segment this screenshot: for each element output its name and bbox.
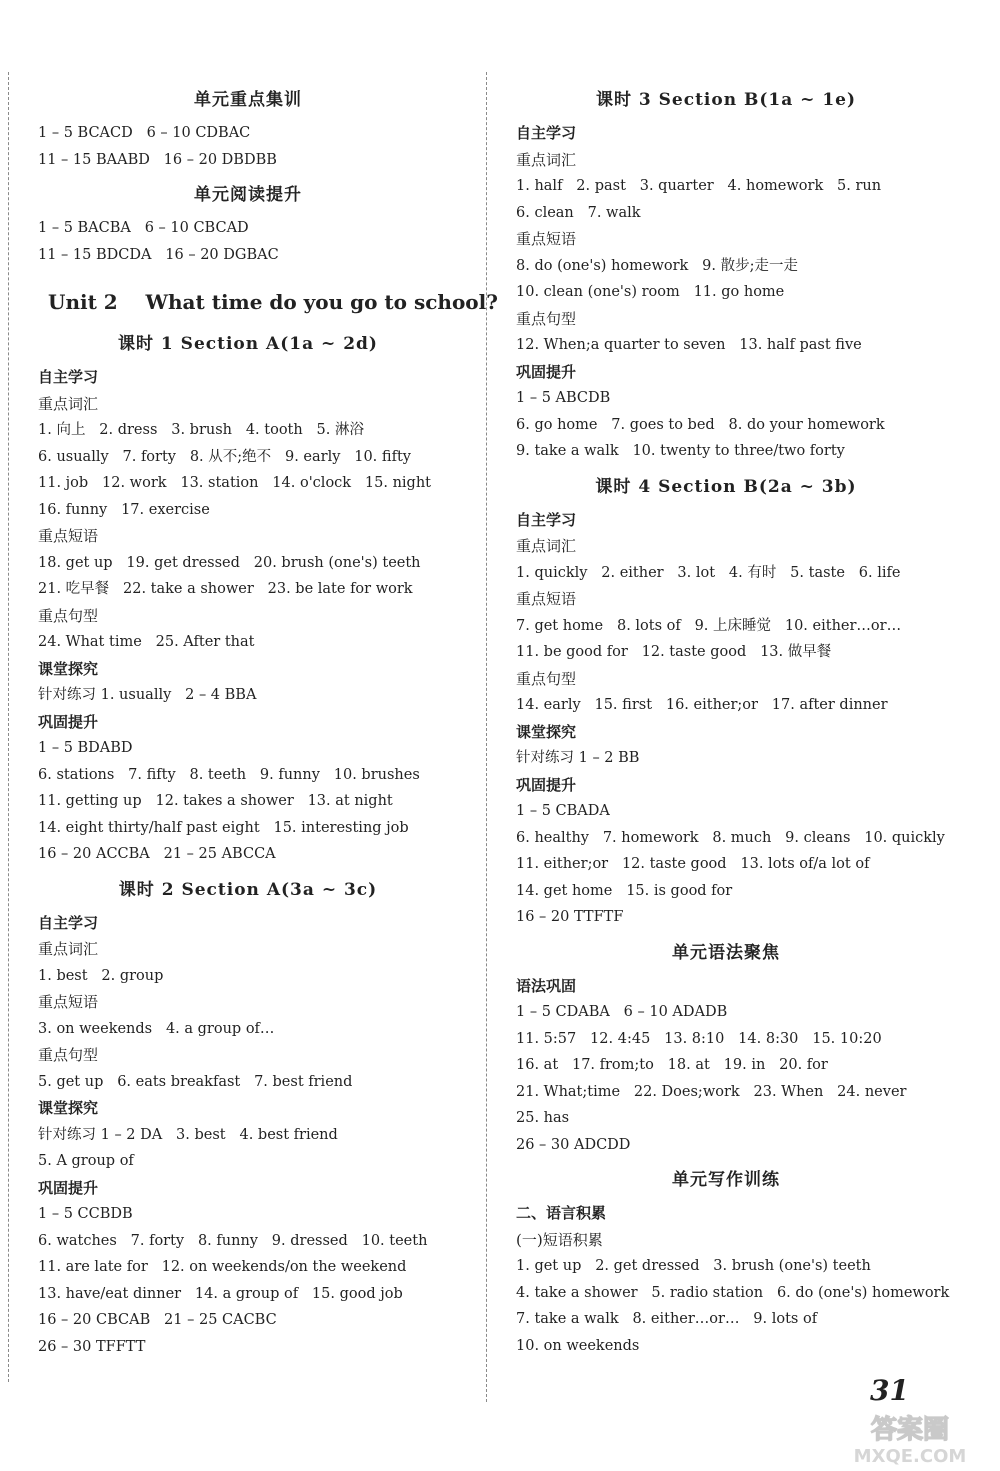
answer-line: 10. clean (one's) room 11. go home <box>516 284 785 300</box>
category-label: 重点词汇 <box>516 150 577 169</box>
subsection-label: 课堂探究 <box>38 659 99 678</box>
category-label: 重点句型 <box>516 669 577 688</box>
category-label: 重点词汇 <box>38 394 99 413</box>
right-column <box>516 78 950 1359</box>
answer-line: 1. get up 2. get dressed 3. brush (one's) teeth <box>516 1258 871 1274</box>
answer-line: 1 – 5 CBADA <box>516 803 610 819</box>
answer-line: 13. have/eat dinner 14. a group of 15. good job <box>38 1285 403 1302</box>
left-column <box>38 78 498 1360</box>
category-label: 重点短语 <box>38 993 99 1011</box>
answer-line: 1. 向上 2. dress 3. brush 4. tooth 5. 淋浴 <box>38 422 364 438</box>
answer-line: 1. best 2. group <box>38 967 164 984</box>
answer-line: 11. 5:57 12. 4:45 13. 8:10 14. 8:30 15. 10:20 <box>516 1030 882 1047</box>
subsection-label: 自主学习 <box>38 913 99 932</box>
subsection-label: 巩固提升 <box>516 362 577 381</box>
answer-line: 1 – 5 BCACD 6 – 10 CDBAC <box>38 125 251 141</box>
answer-line: 5. A group of <box>38 1153 134 1169</box>
answer-line: 1. half 2. past 3. quarter 4. homework 5. run <box>516 178 882 194</box>
subsection-label: 巩固提升 <box>38 712 99 731</box>
subsection-label: 自主学习 <box>38 368 99 386</box>
answer-line: 11 – 15 BDCDA 16 – 20 DGBAC <box>38 246 279 263</box>
answer-line: 7. get home 8. lots of 9. 上床睡觉 10. either…or… <box>516 617 902 634</box>
answer-line: 8. do (one's) homework 9. 散步;走一走 <box>516 257 798 274</box>
subsection-label: 巩固提升 <box>38 1178 99 1197</box>
answer-line: 11. either;or 12. taste good 13. lots of/a lot of <box>516 856 870 872</box>
answer-line: 14. early 15. first 16. either;or 17. after dinner <box>516 697 888 713</box>
section-heading: 单元写作训练 <box>672 1170 780 1190</box>
answer-line: 16. funny 17. exercise <box>38 501 210 518</box>
section-heading: 单元阅读提升 <box>194 185 302 205</box>
answer-line: 11. are late for 12. on weekends/on the weekend <box>38 1259 407 1275</box>
watermark-logo <box>830 1410 990 1466</box>
section-heading: 课时 1 Section A(1a ~ 2d) <box>118 334 378 354</box>
answer-line: 针对练习 1 – 2 BB <box>516 750 640 766</box>
section-heading: 单元重点集训 <box>194 90 302 110</box>
column-divider-dashed-line <box>486 72 487 1402</box>
answer-line: 24. What time 25. After that <box>38 634 255 650</box>
subsection-label: 课堂探究 <box>38 1099 99 1117</box>
answer-line: 21. What;time 22. Does;work 23. When 24. never <box>516 1083 907 1100</box>
answer-line: 16. at 17. from;to 18. at 19. in 20. for <box>516 1057 828 1073</box>
section-heading: 课时 2 Section A(3a ~ 3c) <box>118 879 378 900</box>
answer-line: 21. 吃早餐 22. take a shower 23. be late for work <box>38 581 413 597</box>
answer-line: 1 – 5 CDABA 6 – 10 ADADB <box>516 1004 728 1020</box>
subsection-label: 语法巩固 <box>516 976 577 995</box>
answer-line: 6. watches 7. forty 8. funny 9. dressed 10. teeth <box>38 1232 428 1249</box>
answer-line: 11. getting up 12. takes a shower 13. at night <box>38 793 393 809</box>
answer-line: 26 – 30 TFFTT <box>38 1338 146 1355</box>
answer-line: 16 – 20 CBCAB 21 – 25 CACBC <box>38 1312 277 1328</box>
answer-line: 12. When;a quarter to seven 13. half past five <box>516 337 862 353</box>
answer-line: 1 – 5 ABCDB <box>516 390 611 406</box>
answer-line: 针对练习 1 – 2 DA 3. best 4. best friend <box>38 1126 338 1143</box>
answer-line: 6. stations 7. fifty 8. teeth 9. funny 10. brushes <box>38 766 420 783</box>
answer-line: 1 – 5 CCBDB <box>38 1206 133 1222</box>
category-label: 重点词汇 <box>516 537 577 555</box>
answer-line: 14. get home 15. is good for <box>516 882 733 899</box>
answer-line: 11 – 15 BAABD 16 – 20 DBDBB <box>38 151 277 168</box>
answer-line: 18. get up 19. get dressed 20. brush (one's) teeth <box>38 554 421 571</box>
category-label: 重点短语 <box>516 230 577 248</box>
svg-text:答案圈: 答案圈 <box>870 1415 950 1445</box>
category-label: 重点词汇 <box>38 940 99 958</box>
page-number: 31 <box>870 1374 909 1407</box>
answer-line: 6. usually 7. forty 8. 从不;绝不 9. early 10. fifty <box>38 448 411 465</box>
section-heading: 课时 4 Section B(2a ~ 3b) <box>595 476 857 497</box>
unit-title: Unit 2 What time do you go to school? <box>48 290 498 314</box>
answer-line: 16 – 20 ACCBA 21 – 25 ABCCA <box>38 846 276 862</box>
category-label: 重点句型 <box>38 606 99 625</box>
answer-line: 10. on weekends <box>516 1337 640 1354</box>
category-label: 重点短语 <box>38 527 99 545</box>
subsection-label: 课堂探究 <box>516 722 577 741</box>
answer-line: 针对练习 1. usually 2 – 4 BBA <box>38 687 257 703</box>
answer-line: 9. take a walk 10. twenty to three/two forty <box>516 443 845 459</box>
answer-line: 4. take a shower 5. radio station 6. do (one's) homework <box>516 1284 950 1301</box>
category-label: 重点短语 <box>516 590 577 608</box>
answer-line: 5. get up 6. eats breakfast 7. best friend <box>38 1073 353 1090</box>
answer-line: 6. healthy 7. homework 8. much 9. cleans 10. quickly <box>516 829 945 846</box>
subsection-label: 自主学习 <box>516 510 577 529</box>
subsection-label: 巩固提升 <box>516 775 577 794</box>
left-margin-dashed-line <box>8 72 9 1382</box>
svg-text:MXQE.COM: MXQE.COM <box>853 1446 967 1466</box>
answer-line: 25. has <box>516 1110 570 1126</box>
answer-line: 3. on weekends 4. a group of… <box>38 1020 275 1037</box>
category-label: 重点句型 <box>38 1046 99 1064</box>
subsection-label: 自主学习 <box>516 124 577 142</box>
subsection-label: 二、语言积累 <box>516 1204 607 1222</box>
answer-line: 11. be good for 12. taste good 13. 做早餐 <box>516 644 832 660</box>
answer-line: 1. quickly 2. either 3. lot 4. 有时 5. taste 6. life <box>516 564 901 581</box>
answer-line: 1 – 5 BACBA 6 – 10 CBCAD <box>38 220 249 236</box>
category-label: 重点句型 <box>516 309 577 328</box>
answer-line: 11. job 12. work 13. station 14. o'clock 15. night <box>38 475 432 491</box>
section-heading: 课时 3 Section B(1a ~ 1e) <box>595 90 857 110</box>
answer-line: 6. clean 7. walk <box>516 204 641 221</box>
answer-line: 7. take a walk 8. either…or… 9. lots of <box>516 1311 818 1327</box>
answer-line: 26 – 30 ADCDD <box>516 1136 631 1153</box>
category-label: (一)短语积累 <box>516 1230 603 1249</box>
answer-line: 6. go home 7. goes to bed 8. do your homework <box>516 416 885 433</box>
answer-line: 14. eight thirty/half past eight 15. interesting job <box>38 819 409 836</box>
section-heading: 单元语法聚焦 <box>672 942 780 963</box>
answer-line: 1 – 5 BDABD <box>38 740 133 756</box>
answer-line: 16 – 20 TTFTF <box>516 909 624 925</box>
